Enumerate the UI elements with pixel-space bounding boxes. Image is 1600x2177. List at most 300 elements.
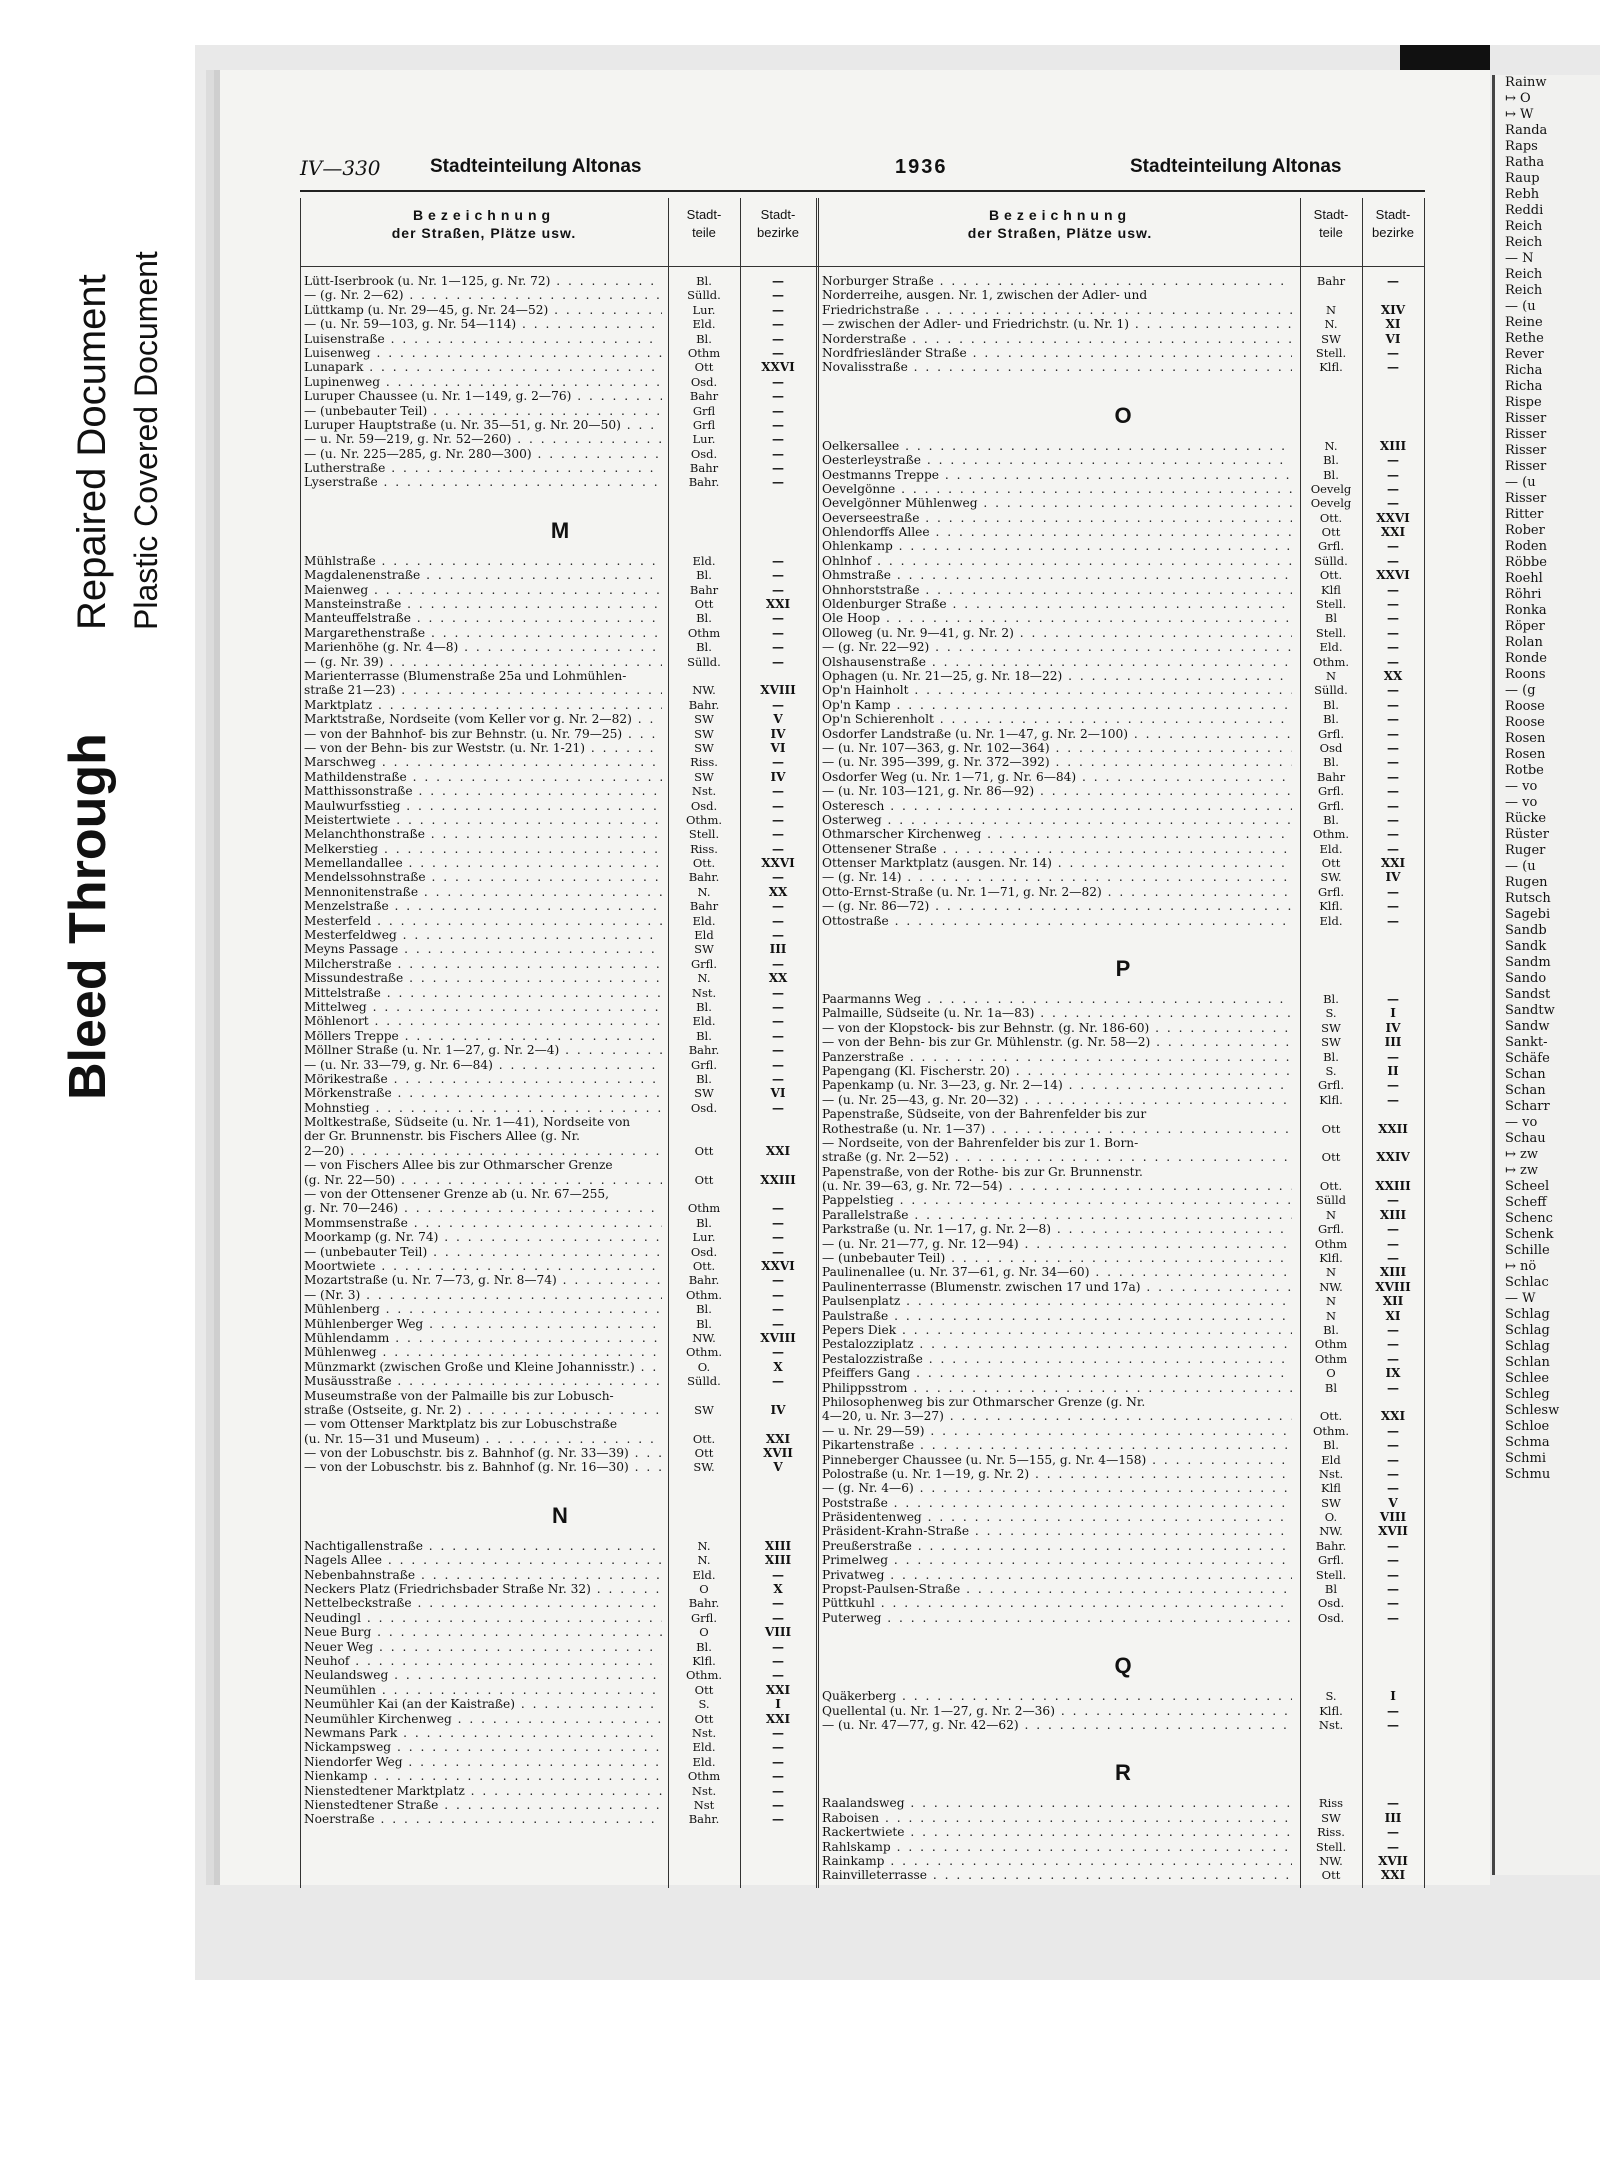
column-header-bezirke-right bbox=[1362, 206, 1424, 242]
stadtbezirk: XIII bbox=[1379, 438, 1407, 453]
street-name: Mittelstraße . . . bbox=[304, 986, 662, 1000]
street-name: Münzmarkt (zwischen Große und Kleine Johannisstr.) . . . bbox=[304, 1360, 662, 1374]
street-entry bbox=[304, 1755, 816, 1769]
street-entry bbox=[822, 1825, 1424, 1839]
stadtbezirk: — bbox=[1387, 553, 1399, 568]
street-entry bbox=[822, 303, 1424, 317]
stadtbezirk: — bbox=[772, 1273, 784, 1288]
street-name: Möhlenort . . . bbox=[304, 1014, 662, 1028]
street-entry bbox=[304, 1360, 816, 1374]
street-entry bbox=[304, 1000, 816, 1014]
page-header bbox=[300, 156, 1440, 182]
stadtbezirk: XXIII bbox=[760, 1172, 796, 1187]
stadtbezirk: — bbox=[1387, 1481, 1399, 1496]
street-entry bbox=[822, 770, 1424, 784]
stadtbezirk: — bbox=[772, 798, 784, 813]
stadtteil: Ott bbox=[1321, 856, 1341, 871]
street-entry bbox=[304, 274, 816, 288]
street-name: Mozartstraße (u. Nr. 7—73, g. Nr. 8—74) . . . bbox=[304, 1273, 662, 1287]
adjacent-page-line: Raps bbox=[1505, 139, 1538, 154]
street-name: Marktstraße, Nordseite (vom Keller vor g. Nr. 2—82) . . . bbox=[304, 712, 662, 726]
stadtteil: NW. bbox=[692, 683, 716, 698]
stadtteil: Bahr. bbox=[688, 475, 720, 490]
street-name: Maulwurfsstieg . . . bbox=[304, 799, 662, 813]
street-name: Nienkamp . . . bbox=[304, 1769, 662, 1783]
street-entry bbox=[304, 1345, 816, 1359]
stadtteil: Bl. bbox=[696, 1215, 712, 1230]
adjacent-page-line: Ronde bbox=[1505, 651, 1548, 666]
stadtteil: Bahr bbox=[689, 461, 719, 476]
stadtbezirk: — bbox=[1387, 1452, 1399, 1467]
stadtbezirk: XIV bbox=[1380, 302, 1406, 317]
street-entry bbox=[304, 1043, 816, 1057]
stadtbezirk: I bbox=[1390, 1006, 1396, 1021]
adjacent-page-line: Schäfe bbox=[1505, 1051, 1550, 1066]
stadtbezirk: IV bbox=[1385, 1020, 1401, 1035]
stadtteil: Ott. bbox=[1319, 1409, 1343, 1424]
street-entry bbox=[304, 727, 816, 741]
stadtteil: Bl. bbox=[696, 1071, 712, 1086]
stadtbezirk: X bbox=[773, 1359, 783, 1374]
street-entry bbox=[822, 914, 1424, 928]
street-entry bbox=[822, 511, 1424, 525]
stadtbezirk: XXI bbox=[1380, 525, 1406, 540]
stadtteil: Bahr. bbox=[688, 1043, 720, 1058]
stadtbezirk: — bbox=[772, 625, 784, 640]
street-entry bbox=[304, 1539, 816, 1553]
street-entry bbox=[304, 1086, 816, 1100]
street-name: Marienhöhe (g. Nr. 4—8) . . . bbox=[304, 640, 662, 654]
stadtbezirk: — bbox=[772, 928, 784, 943]
street-entry bbox=[304, 1417, 816, 1431]
street-name: Raalandsweg . . . bbox=[822, 1796, 1292, 1810]
stadtteil: Stell. bbox=[1315, 345, 1347, 360]
adjacent-page-line: Schenc bbox=[1505, 1211, 1553, 1226]
stadtteil: N bbox=[1325, 1294, 1337, 1309]
stadtbezirk: — bbox=[772, 553, 784, 568]
column-header-bezirke-line1: Stadt- bbox=[760, 207, 796, 222]
adjacent-page-line: Schleg bbox=[1505, 1387, 1550, 1402]
street-entry bbox=[304, 1432, 816, 1446]
street-name: Lunapark . . . bbox=[304, 360, 662, 374]
adjacent-page-line: Sandtw bbox=[1505, 1003, 1555, 1018]
street-name: Milcherstraße . . . bbox=[304, 957, 662, 971]
street-name: Matthissonstraße . . . bbox=[304, 784, 662, 798]
street-name: Pappelstieg . . . bbox=[822, 1193, 1292, 1207]
street-name: — (u. Nr. 225—285, g. Nr. 280—300) . . . bbox=[304, 447, 662, 461]
stadtteil: SW bbox=[1321, 1020, 1341, 1035]
stadtteil: N bbox=[1325, 1308, 1337, 1323]
column-header-teile-line1: Stadt- bbox=[686, 207, 722, 222]
street-name: Paulinenallee (u. Nr. 37—61, g. Nr. 34—60) . . . bbox=[822, 1265, 1292, 1279]
adjacent-page-line: Röbbe bbox=[1505, 555, 1547, 570]
stadtteil: SW bbox=[1321, 1810, 1341, 1825]
street-name: Privatweg . . . bbox=[822, 1568, 1292, 1582]
street-name: Mathildenstraße . . . bbox=[304, 770, 662, 784]
stadtteil: Bl bbox=[1324, 1380, 1338, 1395]
stadtbezirk: — bbox=[772, 985, 784, 1000]
stadtbezirk: XXVI bbox=[761, 1259, 795, 1273]
street-entry bbox=[304, 1625, 816, 1639]
adjacent-page-line: — (u bbox=[1505, 299, 1536, 314]
street-name: Moorkamp (g. Nr. 74) . . . bbox=[304, 1230, 662, 1244]
stadtteil: Grfl. bbox=[1317, 539, 1344, 554]
street-name: Neudingl . . . bbox=[304, 1611, 662, 1625]
stadtbezirk: — bbox=[1387, 467, 1399, 482]
adjacent-page-fragment bbox=[1492, 75, 1600, 1875]
stadtteil: Osd. bbox=[690, 798, 718, 813]
stadtbezirk: — bbox=[772, 827, 784, 842]
street-name: (u. Nr. 15—31 und Museum) . . . bbox=[304, 1432, 662, 1446]
street-name: — zwischen der Adler- und Friedrichstr. (u. Nr. 1) . . . bbox=[822, 317, 1292, 331]
street-name: Marienterrasse (Blumenstraße 25a und Lohmühlen- bbox=[304, 668, 627, 683]
stadtbezirk: — bbox=[772, 1201, 784, 1216]
street-name: Norderstraße . . . bbox=[822, 332, 1292, 346]
adjacent-page-line: Rober bbox=[1505, 523, 1545, 538]
stadtteil: Lur. bbox=[692, 432, 716, 447]
street-entry bbox=[822, 496, 1424, 510]
stadtbezirk: — bbox=[772, 331, 784, 346]
street-name: Nordfriesländer Straße . . . bbox=[822, 346, 1292, 360]
street-entry bbox=[822, 1481, 1424, 1495]
stadtbezirk: — bbox=[772, 654, 784, 669]
stadtteil: Grfl bbox=[692, 417, 716, 432]
stadtbezirk: — bbox=[772, 1740, 784, 1755]
street-entry bbox=[822, 1352, 1424, 1366]
stadtbezirk: — bbox=[1387, 1610, 1399, 1625]
stadtteil: SW bbox=[694, 1086, 714, 1101]
stadtteil: Bl. bbox=[1323, 453, 1339, 468]
street-name: — (Nr. 3) . . . bbox=[304, 1288, 662, 1302]
street-entry bbox=[822, 1704, 1424, 1718]
adjacent-page-line: Rever bbox=[1505, 347, 1544, 362]
stadtbezirk: XVIII bbox=[760, 1330, 796, 1345]
adjacent-page-line: — W bbox=[1505, 1291, 1536, 1306]
street-name: Luisenweg . . . bbox=[304, 346, 662, 360]
street-entry bbox=[822, 1179, 1424, 1193]
street-entry bbox=[304, 784, 816, 798]
street-entry bbox=[822, 1424, 1424, 1438]
street-entry bbox=[822, 453, 1424, 467]
stadtteil: S. bbox=[1325, 1063, 1337, 1078]
adjacent-page-line: Sandb bbox=[1505, 923, 1547, 938]
stadtteil: N. bbox=[697, 1538, 711, 1553]
adjacent-page-line: Randa bbox=[1505, 123, 1548, 138]
street-name: Newmans Park . . . bbox=[304, 1726, 662, 1740]
street-entry bbox=[304, 1812, 816, 1826]
street-entry bbox=[822, 1050, 1424, 1064]
stadtbezirk: — bbox=[772, 1244, 784, 1259]
stadtteil: Grfl. bbox=[690, 1610, 717, 1625]
street-name: Ohnhorststraße . . . bbox=[822, 583, 1292, 597]
street-entry bbox=[822, 741, 1424, 755]
street-entry bbox=[822, 1208, 1424, 1222]
directory-page bbox=[220, 70, 1490, 1885]
stadtbezirk: — bbox=[772, 1596, 784, 1611]
stadtteil: Klfl. bbox=[1319, 1092, 1343, 1107]
street-name: Osteresch . . . bbox=[822, 799, 1292, 813]
adjacent-page-line: — (u bbox=[1505, 475, 1536, 490]
street-entry bbox=[822, 799, 1424, 813]
street-name: Missundestraße . . . bbox=[304, 971, 662, 985]
street-entry bbox=[304, 1058, 816, 1072]
street-entry bbox=[304, 1201, 816, 1215]
street-name: Otto-Ernst-Straße (u. Nr. 1—71, g. Nr. 2—82) . . . bbox=[822, 885, 1292, 899]
stadtbezirk: — bbox=[1387, 913, 1399, 928]
street-entry bbox=[822, 1006, 1424, 1020]
stadtbezirk: — bbox=[1387, 992, 1399, 1007]
stadtbezirk: — bbox=[772, 1769, 784, 1784]
stadtteil: Bl. bbox=[1323, 755, 1339, 770]
street-entry bbox=[304, 1230, 816, 1244]
street-name: Memellandallee . . . bbox=[304, 856, 662, 870]
street-name: Neuhof . . . bbox=[304, 1654, 662, 1668]
street-entry bbox=[304, 1668, 816, 1682]
adjacent-page-line: Scheff bbox=[1505, 1195, 1547, 1210]
stadtteil: N bbox=[1325, 302, 1337, 317]
street-name: Mohnstieg . . . bbox=[304, 1101, 662, 1115]
stadtteil: N bbox=[1325, 668, 1337, 683]
stadtbezirk: — bbox=[1387, 899, 1399, 914]
stadtbezirk: — bbox=[772, 1100, 784, 1115]
stadtteil: Lur. bbox=[692, 1230, 716, 1245]
stadtbezirk: — bbox=[1387, 1049, 1399, 1064]
entries-left-column bbox=[304, 274, 816, 1827]
street-name: Op'n Schierenholt . . . bbox=[822, 712, 1292, 726]
stadtteil: Osd. bbox=[690, 374, 718, 389]
stadtbezirk: — bbox=[1387, 360, 1399, 375]
adjacent-page-line: Schlee bbox=[1505, 1371, 1550, 1386]
stadtteil: Ott bbox=[694, 1446, 714, 1461]
stadtteil: Grfl. bbox=[1317, 1553, 1344, 1568]
adjacent-page-line: Roehl bbox=[1505, 571, 1543, 586]
stadtteil: Bahr. bbox=[688, 870, 720, 885]
stadtbezirk: — bbox=[1387, 539, 1399, 554]
street-name: Mühlenweg . . . bbox=[304, 1345, 662, 1359]
street-entry bbox=[304, 755, 816, 769]
stadtteil: O. bbox=[1324, 1510, 1338, 1525]
column-header-teile-right bbox=[1300, 206, 1362, 242]
street-name: Mesterfeld . . . bbox=[304, 914, 662, 928]
street-entry bbox=[822, 1868, 1424, 1882]
street-entry bbox=[822, 1811, 1424, 1825]
street-name: Ophagen (u. Nr. 21—25, g. Nr. 18—22) . . . bbox=[822, 669, 1292, 683]
label-plastic-covered: Plastic Covered Document bbox=[128, 251, 164, 630]
street-name: Norburger Straße . . . bbox=[822, 274, 1292, 288]
stadtteil: Othm. bbox=[685, 812, 723, 827]
stadtteil: Bahr. bbox=[688, 1812, 720, 1827]
stadtbezirk: — bbox=[772, 345, 784, 360]
adjacent-page-line: Rolan bbox=[1505, 635, 1543, 650]
street-index-table bbox=[300, 198, 1425, 1888]
street-entry bbox=[822, 1237, 1424, 1251]
street-entry bbox=[304, 683, 816, 697]
street-name: Oevelgönne . . . bbox=[822, 482, 1292, 496]
stadtteil: Osd. bbox=[690, 1244, 718, 1259]
stadtteil: Osd. bbox=[690, 1100, 718, 1115]
street-entry bbox=[304, 1683, 816, 1697]
street-name: Osterweg . . . bbox=[822, 813, 1292, 827]
street-entry bbox=[822, 1107, 1424, 1121]
adjacent-page-line: Roons bbox=[1505, 667, 1546, 682]
street-entry bbox=[304, 842, 816, 856]
street-name: — von der Ottensener Grenze ab (u. Nr. 67—255, bbox=[304, 1187, 609, 1202]
adjacent-page-line: — vo bbox=[1505, 1115, 1538, 1130]
street-entry bbox=[822, 1596, 1424, 1610]
stadtbezirk: — bbox=[1387, 812, 1399, 827]
street-name: — (u. Nr. 103—121, g. Nr. 86—92) . . . bbox=[822, 784, 1292, 798]
stadtbezirk: — bbox=[1387, 1796, 1399, 1811]
street-entry bbox=[822, 482, 1424, 496]
street-name: Palmaille, Südseite (u. Nr. 1a—83) . . . bbox=[822, 1006, 1292, 1020]
stadtteil: Bl. bbox=[696, 611, 712, 626]
street-name: Panzerstraße . . . bbox=[822, 1050, 1292, 1064]
stadtteil: Nst. bbox=[1318, 1466, 1344, 1481]
street-name: Nebenbahnstraße . . . bbox=[304, 1568, 662, 1582]
stadtteil: Ott bbox=[694, 1711, 714, 1726]
stadtteil: Riss. bbox=[1317, 1825, 1345, 1840]
street-name: Ohlnhof . . . bbox=[822, 554, 1292, 568]
stadtteil: Sülld. bbox=[1314, 683, 1348, 698]
street-entry bbox=[304, 1374, 816, 1388]
street-entry bbox=[304, 655, 816, 669]
street-entry bbox=[304, 1460, 816, 1474]
street-entry bbox=[304, 1259, 816, 1273]
stadtteil: Lur. bbox=[692, 302, 716, 317]
stadtbezirk: XI bbox=[1385, 317, 1401, 332]
stadtteil: Eld. bbox=[692, 317, 716, 332]
street-name: Püttkuhl . . . bbox=[822, 1596, 1292, 1610]
adjacent-page-line: Sando bbox=[1505, 971, 1547, 986]
street-name: Rainkamp . . . bbox=[822, 1854, 1292, 1868]
street-entry bbox=[304, 1129, 816, 1143]
adjacent-page-line: Risser bbox=[1505, 427, 1547, 442]
stadtteil: Bl. bbox=[696, 1316, 712, 1331]
street-name: Menzelstraße . . . bbox=[304, 899, 662, 913]
adjacent-page-line: Risser bbox=[1505, 459, 1547, 474]
street-name: Möllers Treppe . . . bbox=[304, 1029, 662, 1043]
adjacent-page-line: Reich bbox=[1505, 235, 1543, 250]
section-letter: O bbox=[1114, 402, 1132, 428]
stadtbezirk: III bbox=[1384, 1035, 1402, 1050]
stadtteil: Eld. bbox=[692, 1754, 716, 1769]
stadtbezirk: — bbox=[1387, 1553, 1399, 1568]
adjacent-page-line: Roose bbox=[1505, 715, 1545, 730]
stadtbezirk: — bbox=[772, 1812, 784, 1827]
stadtbezirk: — bbox=[772, 1230, 784, 1245]
street-entry bbox=[822, 1718, 1424, 1732]
stadtbezirk: XVIII bbox=[760, 683, 796, 698]
stadtbezirk: — bbox=[1387, 755, 1399, 770]
street-entry bbox=[822, 439, 1424, 453]
adjacent-page-line: — N bbox=[1505, 251, 1534, 266]
adjacent-page-line: Ritter bbox=[1505, 507, 1544, 522]
stadtteil: Othm. bbox=[1312, 1423, 1350, 1438]
label-bleed-through: Bleed Through bbox=[59, 733, 117, 1100]
stadtteil: Ott bbox=[1321, 1150, 1341, 1165]
stadtteil: Bl. bbox=[696, 1028, 712, 1043]
stadtbezirk: XX bbox=[768, 971, 788, 986]
street-entry bbox=[304, 1697, 816, 1711]
stadtbezirk: I bbox=[775, 1697, 781, 1712]
street-name: Oeverseestraße . . . bbox=[822, 511, 1292, 525]
stadtbezirk: XX bbox=[1383, 668, 1403, 683]
adjacent-page-line: ↦ W bbox=[1505, 107, 1534, 122]
stadtbezirk: V bbox=[773, 712, 783, 727]
street-name: Poststraße . . . bbox=[822, 1496, 1292, 1510]
adjacent-page-line: Sankt- bbox=[1505, 1035, 1548, 1050]
street-entry bbox=[822, 827, 1424, 841]
stadtteil: Eld. bbox=[692, 553, 716, 568]
stadtbezirk: — bbox=[772, 1057, 784, 1072]
street-entry bbox=[304, 712, 816, 726]
street-entry bbox=[304, 799, 816, 813]
street-name: Pfeiffers Gang . . . bbox=[822, 1366, 1292, 1380]
stadtteil: Othm. bbox=[685, 1345, 723, 1360]
street-entry bbox=[304, 1403, 816, 1417]
stadtbezirk: V bbox=[1388, 1495, 1398, 1510]
stadtteil: SW. bbox=[1320, 870, 1342, 885]
street-entry bbox=[822, 1854, 1424, 1868]
stadtbezirk: — bbox=[772, 611, 784, 626]
street-name: Marschweg . . . bbox=[304, 755, 662, 769]
stadtbezirk: — bbox=[772, 1302, 784, 1317]
stadtbezirk: — bbox=[1387, 1078, 1399, 1093]
stadtbezirk: — bbox=[1387, 1582, 1399, 1597]
street-name: — Nordseite, von der Bahrenfelder bis zur 1. Born- bbox=[822, 1135, 1139, 1150]
street-name: — von der Behn- bis zur Gr. Mühlenstr. (g. Nr. 58—2) . . . bbox=[822, 1035, 1292, 1049]
adjacent-page-line: Schan bbox=[1505, 1067, 1546, 1082]
street-entry bbox=[304, 914, 816, 928]
street-entry bbox=[304, 1331, 816, 1345]
stadtteil: Eld bbox=[694, 928, 714, 943]
stadtteil: Stell. bbox=[688, 827, 720, 842]
stadtteil: O bbox=[699, 1582, 709, 1597]
street-name: — (g. Nr. 14) . . . bbox=[822, 870, 1292, 884]
street-entry bbox=[822, 539, 1424, 553]
street-entry bbox=[304, 640, 816, 654]
street-entry bbox=[304, 770, 816, 784]
street-entry bbox=[822, 346, 1424, 360]
stadtbezirk: — bbox=[772, 461, 784, 476]
street-entry bbox=[822, 1265, 1424, 1279]
section-letter: M bbox=[550, 517, 570, 543]
street-name: Primelweg . . . bbox=[822, 1553, 1292, 1567]
stadtteil: Klfl. bbox=[1319, 360, 1343, 375]
street-entry bbox=[304, 741, 816, 755]
column-header-teile-line1: Stadt- bbox=[1313, 207, 1349, 222]
stadtteil: Bl. bbox=[1323, 1438, 1339, 1453]
stadtbezirk: — bbox=[772, 956, 784, 971]
stadtteil: Bl. bbox=[1323, 697, 1339, 712]
street-entry bbox=[304, 626, 816, 640]
street-name: — (u. Nr. 59—103, g. Nr. 54—114) . . . bbox=[304, 317, 662, 331]
stadtbezirk: — bbox=[772, 288, 784, 303]
street-entry bbox=[822, 727, 1424, 741]
stadtteil: Eld. bbox=[1319, 640, 1343, 655]
stadtbezirk: XXVI bbox=[761, 360, 795, 375]
street-name: Moltkestraße, Südseite (u. Nr. 1—41), Nordseite von bbox=[304, 1115, 631, 1130]
stadtbezirk: — bbox=[772, 582, 784, 597]
street-name: Puterweg . . . bbox=[822, 1611, 1292, 1625]
stadtbezirk: VIII bbox=[764, 1625, 792, 1640]
stadtteil: N. bbox=[697, 971, 711, 986]
adjacent-page-line: Sagebi bbox=[1505, 907, 1551, 922]
street-entry bbox=[304, 827, 816, 841]
stadtteil: Bahr bbox=[689, 389, 719, 404]
stadtbezirk: — bbox=[772, 913, 784, 928]
stadtbezirk: — bbox=[1387, 611, 1399, 626]
